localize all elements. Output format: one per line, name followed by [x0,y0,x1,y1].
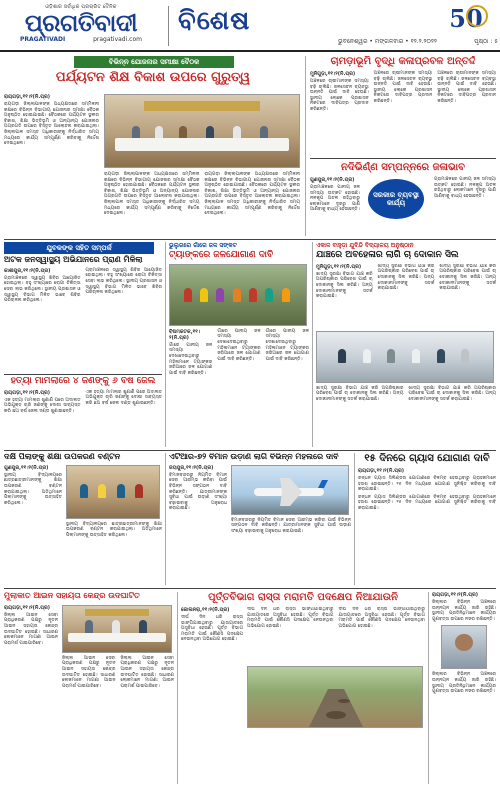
article-body-col-3: ଜିଲ୍ଲା ଆଇନ ସେବା ପ୍ରାଧିକରଣ ପକ୍ଷରୁ ନୂତନ ଆଇନ ସହାୟତା କେନ୍ଦ୍ର ଉଦଘାଟିତ ହୋଇଛି। ସାଧାରଣ ଲୋକମାନେ ମାଗଣା ଆଇନ ପରାମର୍ଶ ପାଇପାରିବେ। [120,655,174,689]
article-body-col-4: ଖାଦ୍ୟ ସୁରକ୍ଷା ବିଭାଗ ଯାଞ୍ଚ କରି ଅପରିଷ୍କାର ପରିବେଶ ପାଇଁ ଚା ଦୋକାନକୁ ସିଲ କରିଛି। ଅନ୍ୟ ଦୋକାନୀମାନଙ୍କୁ ସତର୍କ କରାଯାଇଛି। [316,385,404,403]
article-body-cols [4,390,162,415]
article-byline: ରାୟଗଡ଼ା,୧୧।୨(ନି.ପ୍ର) [4,604,51,611]
article-body-cols [247,607,425,663]
article-body-col-1 [4,94,99,147]
column-divider [165,242,166,447]
story-divider [310,158,496,159]
article-headline: ଦକ୍ଷି ପିଲାଙ୍କୁ ଶିକ୍ଷା ଉପକରଣ ବଣ୍ଟନ [4,453,121,461]
article-body: ଗ୍ରାମାଞ୍ଚଳରେ ସ୍ୱାସ୍ଥ୍ୟ ଶିବିର ଆୟୋଜିତ ହୋଇଥିଲା। ବହୁ ସଂଖ୍ୟାରେ ରୋଗୀ ଚିକିତ୍ସା ସେବା ଲାଭ କରିଥିଲେ। ସ୍ଥାନୀୟ ପ୍ରଶାସନ ଓ ସ୍ୱାସ୍ଥ୍ୟ ବିଭାଗ ମିଳିତ ଭାବେ ଶିବିର ପରିଚାଳନା କରିଥିଲେ। [4,275,81,304]
logo-subline [6,36,156,43]
article-body-col-3: ଅଞ୍ଚଳରେ ଚାଷୀମାନଙ୍କ ସମସ୍ୟା ବଢ଼ି ଚାଲିଛି। ଜଳସେଚନ ବ୍ୟବସ୍ଥା ଉନ୍ନତି ପାଇଁ ଦାବି ହେଉଛି। ସ୍ଥାନୀୟ ଲୋକେ ପ୍ରଶାସନ ନିକଟରେ ଦାବିପତ୍ର ପ୍ରଦାନ କରିଛନ୍ତି। [437,71,496,104]
article-banner: ବିଭିନ୍ନ ଯୋଜନାର ସମୀକ୍ଷା ବୈଠକ [74,56,234,68]
article-byline: କାଶୀପୁର,୧୧।୨(ନି.ପ୍ର) [4,267,51,274]
article-headline: ଏଟିଆର-୭୨ ବିମାନ ଉଡ଼ାଣ ଲାଗି ବିଭିନ୍ନ ମହଲରେ ଦାବି [169,453,339,461]
masthead-divider [168,6,169,46]
article-headline: ଯାଞ୍ଚରେ ଅବହେଳାର ଲାଗି ଚା ଦୋକାନ ସିଲ [316,250,459,260]
group-photo [316,331,494,383]
article-byline: ରାୟଗଡ଼ା,୧୧।୨(ନି.ପ୍ର) [358,468,405,474]
article-body-col-3: ରାୟଗଡ଼ା ଜିଲ୍ଲାପାଳଙ୍କ ଅଧ୍ୟକ୍ଷତାରେ ସମ୍ମିଳନୀ କକ୍ଷରେ ବିଭିନ୍ନ ବିଭାଗୀୟ ଯୋଜନାର ସମୀକ୍ଷା ବୈଠକ ଅନୁଷ୍ଠିତ ହୋଇଯାଇଛି। ବୈଠକରେ ପର୍ଯ୍ୟଟନ ସ୍ଥଳୀର ବିକାଶ, ଶିକ୍ଷା ଭିତ୍ତିଭୂମି ଓ ଅନ୍ୟାନ୍ୟ ଯୋଜନାର ଅଗ୍ରଗତି ଉପରେ ବିସ୍ତୃତ ଆଲୋଚନା କରାଯାଇଥିଲା। ଜିଲ୍ଲାପାଳ ସମସ୍ତ ଅଧିକାରୀଙ୍କୁ ନିର୍ଦ୍ଧାରିତ ସମୟ ମଧ୍ୟରେ କାର୍ଯ୍ୟ ସମ୍ପୂର୍ଣ୍ଣ କରିବାକୁ ନିର୍ଦ୍ଦେଶ ଦେଇଥିଲେ। [204,172,300,217]
article-body-col-2: ଜିଲ୍ଲା ଆଇନ ସେବା ପ୍ରାଧିକରଣ ପକ୍ଷରୁ ନୂତନ ଆଇନ ସହାୟତା କେନ୍ଦ୍ର ଉଦଘାଟିତ ହୋଇଛି। ସାଧାରଣ ଲୋକମାନେ ମାଗଣା ଆଇନ ପରାମର୍ଶ ପାଇପାରିବେ। [62,655,116,689]
page-label: ପୃଷ୍ଠା : ୫ [474,38,498,45]
date-text: ଭୁବନେଶ୍ୱର • ମଙ୍ଗଳବାର • ୧୨.୨.୨୦୨୨ [338,38,437,45]
article-byline: ରାୟଗଡ଼ା,୧୧।୨(ନି.ପ୍ର) [432,592,479,598]
article-body: ଜିଲ୍ଲାର ବିଭିନ୍ନ ଅଞ୍ଚଳରେ ଉନ୍ନୟନ କାର୍ଯ୍ୟ ଜାରି ରହିଛି। ସ୍ଥାନୀୟ ପ୍ରତିନିଧିମାନେ କାର୍ଯ୍ୟର ଗୁଣବତ୍ତା ଉପରେ ନଜର ରଖିଛନ୍ତି। [432,600,496,622]
article-kicker: ଭୁଲୁଗରେ ଗାଁରେ ଜଳ ସଙ୍କଟ [169,242,237,249]
article-headline: ନଦିଭିର୍ଣ୍ଣ ସମ୍ପନ୍ନରେ ଜଳାଭାବ [341,162,465,173]
story-divider [4,374,162,375]
article-body-cols [62,656,174,690]
logo-latin: PRAGATIVADI [20,36,66,43]
article-body: ଗାଁରେ ପାନୀୟ ଜଳ ସମସ୍ୟା ଦେଖାଦେଇଥିବାରୁ ମହିଳାମାନେ ଟ୍ୟାଙ୍କର ଜରିଆରେ ଜଳ ଯୋଗାଣ ପାଇଁ ଦାବି କରିଛନ୍ତି। [169,342,213,376]
article-headline: ମୁଲାକାତ ଆଇନ ସହାୟତା କେନ୍ଦ୍ର ଉଦଘାଟିତ [4,592,140,600]
dateline [338,38,498,46]
article-headline: ପୂର୍ତ୍ତବିଭାଗ ରାସ୍ତା ମରାମତି ପଦକ୍ଷେପ ନିଆଯାଉନି [208,592,398,603]
article-body-col-2: ରାୟଗଡ଼ା ଜିଲ୍ଲାପାଳଙ୍କ ଅଧ୍ୟକ୍ଷତାରେ ସମ୍ମିଳନୀ କକ୍ଷରେ ବିଭିନ୍ନ ବିଭାଗୀୟ ଯୋଜନାର ସମୀକ୍ଷା ବୈଠକ ଅନୁଷ୍ଠିତ ହୋଇଯାଇଛି। ବୈଠକରେ ପର୍ଯ୍ୟଟନ ସ୍ଥଳୀର ବିକାଶ, ଶିକ୍ଷା ଭିତ୍ତିଭୂମି ଓ ଅନ୍ୟାନ୍ୟ ଯୋଜନାର ଅଗ୍ରଗତି ଉପରେ ବିସ୍ତୃତ ଆଲୋଚନା କରାଯାଇଥିଲା। ଜିଲ୍ଲାପାଳ ସମସ୍ତ ଅଧିକାରୀଙ୍କୁ ନିର୍ଦ୍ଧାରିତ ସମୟ ମଧ୍ୟରେ କାର୍ଯ୍ୟ ସମ୍ପୂର୍ଣ୍ଣ କରିବାକୁ ନିର୍ଦ୍ଦେଶ ଦେଇଥିଲେ। [104,172,200,217]
column-divider [354,453,355,585]
article-gas-supply[interactable] [358,453,496,585]
article-flight-demand[interactable] [169,453,351,585]
column-divider [428,592,429,784]
section-title: ବିଶେଷ [178,6,251,36]
article-body-col-2: ଗାଁରେ ପାନୀୟ ଜଳ ସମସ୍ୟା ଦେଖାଦେଇଥିବାରୁ ମହିଳାମାନେ ଟ୍ୟାଙ୍କର ଜରିଆରେ ଜଳ ଯୋଗାଣ ପାଇଁ ଦାବି କରିଛନ୍ତି। [217,328,261,362]
article-tea-stall-sealed[interactable] [316,242,496,447]
article-water-tanker[interactable] [169,242,309,447]
article-body-col-2: ଜିଲ୍ଲାର ବିଭିନ୍ନ ଅଞ୍ଚଳରେ ଉନ୍ନୟନ କାର୍ଯ୍ୟ ଜାରି ରହିଛି। ସ୍ଥାନୀୟ ପ୍ରତିନିଧିମାନେ କାର୍ଯ୍ୟର ଗୁଣବତ୍ତା ଉପରେ ନଜର ରଖିଛନ୍ତି। [432,672,496,695]
article-body: ଖାଦ୍ୟ ସୁରକ୍ଷା ବିଭାଗ ଯାଞ୍ଚ କରି ଅପରିଷ୍କାର ପରିବେଶ ପାଇଁ ଚା ଦୋକାନକୁ ସିଲ କରିଛି। ଅନ୍ୟ ଦୋକାନୀମାନଙ୍କୁ ସତର୍କ କରାଯାଇଛି। [316,271,373,300]
article-body-col-2: ରନ୍ଧନ ଗ୍ୟାସ ସିଲିଣ୍ଡର ଯୋଗାଣରେ ବିଳମ୍ବ ହେଉଥିବାରୁ ଗ୍ରାହକମାନେ ହତାଶ ହୋଇଛନ୍ତି। ୧୫ ଦିନ ମଧ୍ୟରେ ଯୋଗାଣ ସୁନିଶ୍ଚିତ କରିବାକୁ ଦାବି କରାଯାଇଛି। [358,494,496,511]
article-byline: ବିଷମକଟକ,୧୧।୨(ନି.ପ୍ର) [169,328,201,341]
article-body: ଅଞ୍ଚଳରେ ଚାଷୀମାନଙ୍କ ସମସ୍ୟା ବଢ଼ି ଚାଲିଛି। ଜଳସେଚନ ବ୍ୟବସ୍ଥା ଉନ୍ନତି ପାଇଁ ଦାବି ହେଉଛି। ସ୍ଥାନୀୟ ଲୋକେ ପ୍ରଶାସନ ନିକଟରେ ଦାବିପତ୍ର ପ୍ରଦାନ କରିଛନ୍ତି। [310,79,369,112]
article-legal-aid-centre[interactable] [4,592,174,784]
article-headline: ହତ୍ୟା ମାମଲାରେ ୪ ଜଣଙ୍କୁ ୬ ବର୍ଷ ଜେଲ [10,377,156,386]
article-body: ରନ୍ଧନ ଗ୍ୟାସ ସିଲିଣ୍ଡର ଯୋଗାଣରେ ବିଳମ୍ବ ହେଉଥିବାରୁ ଗ୍ରାହକମାନେ ହତାଶ ହୋଇଛନ୍ତି। ୧୫ ଦିନ ମଧ୍ୟରେ ଯୋଗାଣ ସୁନିଶ୍ଚିତ କରିବାକୁ ଦାବି କରାଯାଇଛି। [358,476,496,493]
article-body-col-2: ଏକ ହତ୍ୟା ମାମଲାର ଶୁଣାଣି ପରେ ଅଦାଲତ ଅଭିଯୁକ୍ତ ଚାରି ଜଣଙ୍କୁ ଦୋଷୀ ସାବ୍ୟସ୍ତ କରି ଛଅ ବର୍ଷ ଜେଲ ଦଣ୍ଡ ଶୁଣାଇଛନ୍ତି। [85,389,162,407]
article-murder-case[interactable] [4,377,162,447]
article-byline: ରାୟଗଡ଼ା,୧୧।୨(ନି.ପ୍ର) [4,94,51,100]
article-tourism[interactable] [4,56,302,236]
article-headline: ଟ୍ୟାଙ୍କରେ ଜଳଯୋଗାଣ ଦାବି [169,250,274,260]
inauguration-photo [62,605,172,653]
logo-text: ପ୍ରଗତିବାଦୀ [24,9,138,37]
portrait-photo [441,625,487,669]
meeting-photo [104,94,300,168]
article-body-cols [310,71,496,113]
article-body-cols [4,268,162,304]
article-body: ଏକ ହତ୍ୟା ମାମଲାର ଶୁଣାଣି ପରେ ଅଦାଲତ ଅଭିଯୁକ୍ତ ଚାରି ଜଣଙ୍କୁ ଦୋଷୀ ସାବ୍ୟସ୍ତ କରି ଛଅ ବର୍ଷ ଜେଲ ଦଣ୍ଡ ଶୁଣାଇଛନ୍ତି। [4,397,81,415]
article-body-col-2: ଖାଦ୍ୟ ସୁରକ୍ଷା ବିଭାଗ ଯାଞ୍ଚ କରି ଅପରିଷ୍କାର ପରିବେଶ ପାଇଁ ଚା ଦୋକାନକୁ ସିଲ କରିଛି। ଅନ୍ୟ ଦୋକାନୀମାନଙ୍କୁ ସତର୍କ କରାଯାଇଛି। [377,263,435,292]
article-byline: ମୁନିଗୁଡ଼ା,୧୧।୨(ନି.ପ୍ର) [310,71,356,77]
article-body-cols-lower [316,386,496,403]
article-body-col-2: ଗ୍ରାମାଞ୍ଚଳରେ ପାନୀୟ ଜଳ ସମସ୍ୟା ଉତ୍କଟ ହୋଇଛି। ନଳକୂପ ଅଚଳ ରହିଥିବାରୁ ଲୋକମାନେ ଦୂରରୁ ପାଣି ଆଣିବାକୁ ବାଧ୍ୟ ହେଉଛନ୍ତି। [434,177,496,199]
anniversary-ring-icon [466,5,488,27]
row-divider [4,450,496,451]
article-byline: ରାୟଗଡ଼ା,୧୧।୨(ନି.ପ୍ର) [4,389,51,396]
article-headline: ଚାମଡ଼ାଭୂମି ବୃଦ୍ଧି କଳାପ୍ରବଳ ଅନ୍ତର୍ଦ୍ଦ [330,56,476,67]
row-divider [4,239,496,240]
callout-bubble: ସରକାର ବ୍ୟବସ୍ଥା କାର୍ଯ୍ୟ [368,179,424,219]
article-body-col-5: ଖାଦ୍ୟ ସୁରକ୍ଷା ବିଭାଗ ଯାଞ୍ଚ କରି ଅପରିଷ୍କାର ପରିବେଶ ପାଇଁ ଚା ଦୋକାନକୁ ସିଲ କରିଛି। ଅନ୍ୟ ଦୋକାନୀମାନଙ୍କୁ ସତର୍କ କରାଯାଇଛି। [408,385,496,403]
article-body-col-2: ସ୍ଥାନୀୟ ବିଦ୍ୟାଳୟରେ ଛାତ୍ରଛାତ୍ରୀମାନଙ୍କୁ ଶିକ୍ଷା ଉପକରଣ ବଣ୍ଟନ କରାଯାଇଥିଲା। ଅତିଥିମାନେ ପିଲାମାନଙ୍କୁ ଉତ୍ସାହିତ କରିଥିଲେ। [66,521,162,538]
article-body-col-3: ଦୀର୍ଘ ଦିନ ଧରି ରାସ୍ତା ଭାଙ୍ଗିଯାଇଥିବାରୁ ଯାତାୟାତରେ ଅସୁବିଧା ହେଉଛି। ପୂର୍ତ୍ତ ବିଭାଗ ମରାମତି ପାଇଁ କୌଣସି ପଦକ୍ଷେପ ନେଉନଥିବା ଅଭିଯୋଗ ହୋଇଛି। [338,607,425,629]
article-byline: ଜୟପୁର,୧୧।୨(ନି.ପ୍ର) [169,464,214,471]
article-body: ସ୍ଥାନୀୟ ବିଦ୍ୟାଳୟରେ ଛାତ୍ରଛାତ୍ରୀମାନଙ୍କୁ ଶିକ୍ଷା ଉପକରଣ ବଣ୍ଟନ କରାଯାଇଥିଲା। ଅତିଥିମାନେ ପିଲାମାନଙ୍କୁ ଉତ୍ସାହିତ କରିଥିଲେ। [4,472,62,506]
article-headline: ପର୍ଯ୍ୟଟନ ଶିକ୍ଷ ବିକାଶ ଉପରେ ଗୁରୁତ୍ୱ [55,70,251,85]
column-divider [312,242,313,447]
crowd-photo [169,264,307,326]
article-body-col-3: ଖାଦ୍ୟ ସୁରକ୍ଷା ବିଭାଗ ଯାଞ୍ଚ କରି ଅପରିଷ୍କାର ପରିବେଶ ପାଇଁ ଚା ଦୋକାନକୁ ସିଲ କରିଛି। ଅନ୍ୟ ଦୋକାନୀମାନଙ୍କୁ ସତର୍କ କରାଯାଇଛି। [439,263,496,292]
article-byline: ଗୁଣପୁର,୧୧।୨(ନି.ପ୍ର) [310,177,355,183]
article-body: ରାୟଗଡ଼ା ଜିଲ୍ଲାପାଳଙ୍କ ଅଧ୍ୟକ୍ଷତାରେ ସମ୍ମିଳନୀ କକ୍ଷରେ ବିଭିନ୍ନ ବିଭାଗୀୟ ଯୋଜନାର ସମୀକ୍ଷା ବୈଠକ ଅନୁଷ୍ଠିତ ହୋଇଯାଇଛି। ବୈଠକରେ ପର୍ଯ୍ୟଟନ ସ୍ଥଳୀର ବିକାଶ, ଶିକ୍ଷା ଭିତ୍ତିଭୂମି ଓ ଅନ୍ୟାନ୍ୟ ଯୋଜନାର ଅଗ୍ରଗତି ଉପରେ ବିସ୍ତୃତ ଆଲୋଚନା କରାଯାଇଥିଲା। ଜିଲ୍ଲାପାଳ ସମସ୍ତ ଅଧିକାରୀଙ୍କୁ ନିର୍ଦ୍ଧାରିତ ସମୟ ମଧ୍ୟରେ କାର୍ଯ୍ୟ ସମ୍ପୂର୍ଣ୍ଣ କରିବାକୁ ନିର୍ଦ୍ଦେଶ ଦେଇଥିଲେ। [4,102,99,147]
article-road-repair[interactable] [181,592,425,784]
article-body: ଜିଲ୍ଲା ଆଇନ ସେବା ପ୍ରାଧିକରଣ ପକ୍ଷରୁ ନୂତନ ଆଇନ ସହାୟତା କେନ୍ଦ୍ର ଉଦଘାଟିତ ହୋଇଛି। ସାଧାରଣ ଲୋକମାନେ ମାଗଣା ଆଇନ ପରାମର୍ଶ ପାଇପାରିବେ। [4,612,58,646]
article-byline: କୋଲନରା,୧୧।୨(ନି.ପ୍ର) [181,607,230,613]
article-body-cols [104,172,300,234]
damaged-road-photo [247,666,423,728]
article-byline: ମୁନିଗୁଡ଼ା,୧୧।୨(ନି.ପ୍ର) [316,263,362,270]
students-photo [66,465,160,519]
column-divider [165,453,166,585]
airplane-photo [231,465,349,515]
article-water-shortage[interactable] [310,162,496,236]
article-body-col-2: ବିମାନବନ୍ଦରରୁ ନିୟମିତ ବିମାନ ସେବା ଆରମ୍ଭ କରିବା ପାଇଁ ବିଭିନ୍ନ ସଙ୍ଗଠନ ଦାବି କରିଛନ୍ତି। ଯାତ୍ରୀମାନଙ୍କ ସୁବିଧା ପାଇଁ ଉଡ଼ାଣ ସଂଖ୍ୟା ବଢ଼ାଇବାକୁ ଅନୁରୋଧ କରାଯାଇଛି। [231,517,351,534]
anniversary-number: 50 [449,3,483,33]
article-body-cols [316,264,496,328]
article-body-col-2: ଅଞ୍ଚଳରେ ଚାଷୀମାନଙ୍କ ସମସ୍ୟା ବଢ଼ି ଚାଲିଛି। ଜଳସେଚନ ବ୍ୟବସ୍ଥା ଉନ୍ନତି ପାଇଁ ଦାବି ହେଉଛି। ସ୍ଥାନୀୟ ଲୋକେ ପ୍ରଶାସନ ନିକଟରେ ଦାବିପତ୍ର ପ୍ରଦାନ କରିଛନ୍ତି। [373,71,433,104]
article-body: ଦୀର୍ଘ ଦିନ ଧରି ରାସ୍ତା ଭାଙ୍ଗିଯାଇଥିବାରୁ ଯାତାୟାତରେ ଅସୁବିଧା ହେଉଛି। ପୂର୍ତ୍ତ ବିଭାଗ ମରାମତି ପାଇଁ କୌଣସି ପଦକ୍ଷେପ ନେଉନଥିବା ଅଭିଯୋଗ ହୋଇଛି। [181,615,243,643]
masthead [0,0,500,52]
article-byline: ଗୁଣପୁର,୧୧।୨(ନି.ପ୍ର) [4,464,49,471]
article-health-camp[interactable] [4,242,162,372]
article-body-col-3: ଗାଁରେ ପାନୀୟ ଜଳ ସମସ୍ୟା ଦେଖାଦେଇଥିବାରୁ ମହିଳାମାନେ ଟ୍ୟାଙ୍କର ଜରିଆରେ ଜଳ ଯୋଗାଣ ପାଇଁ ଦାବି କରିଛନ୍ତି। [265,328,309,362]
newspaper-logo[interactable] [6,4,156,48]
article-education-kits[interactable] [4,453,162,585]
article-kicker: ଯୁବକଙ୍କ ସହିତ ସମ୍ପର୍କ [4,242,154,254]
article-body: ବିମାନବନ୍ଦରରୁ ନିୟମିତ ବିମାନ ସେବା ଆରମ୍ଭ କରିବା ପାଇଁ ବିଭିନ୍ନ ସଙ୍ଗଠନ ଦାବି କରିଛନ୍ତି। ଯାତ୍ରୀମାନଙ୍କ ସୁବିଧା ପାଇଁ ଉଡ଼ାଣ ସଂଖ୍ୟା ବଢ଼ାଇବାକୁ ଅନୁରୋଧ କରାଯାଇଛି। [169,472,227,512]
column-divider [305,56,306,236]
anniversary-seal [438,3,494,33]
article-headline: ୧୫ ଦିନରେ ଗ୍ୟାସ ଯୋଗାଣ ଦାବି [364,453,490,464]
website-link[interactable]: pragativadi.com [93,36,142,43]
article-body: ଗ୍ରାମାଞ୍ଚଳରେ ପାନୀୟ ଜଳ ସମସ୍ୟା ଉତ୍କଟ ହୋଇଛି। ନଳକୂପ ଅଚଳ ରହିଥିବାରୁ ଲୋକମାନେ ଦୂରରୁ ପାଣି ଆଣିବାକୁ ବାଧ୍ୟ ହେଉଛନ୍ତି। [310,185,360,213]
article-body-cols [169,329,309,377]
article-body-col-2: ଦୀର୍ଘ ଦିନ ଧରି ରାସ୍ତା ଭାଙ୍ଗିଯାଇଥିବାରୁ ଯାତାୟାତରେ ଅସୁବିଧା ହେଉଛି। ପୂର୍ତ୍ତ ବିଭାଗ ମରାମତି ପାଇଁ କୌଣସି ପଦକ୍ଷେପ ନେଉନଥିବା ଅଭିଯୋଗ ହୋଇଛି। [247,607,334,629]
article-side-brief[interactable] [432,592,496,784]
article-body-col-2: ଗ୍ରାମାଞ୍ଚଳରେ ସ୍ୱାସ୍ଥ୍ୟ ଶିବିର ଆୟୋଜିତ ହୋଇଥିଲା। ବହୁ ସଂଖ୍ୟାରେ ରୋଗୀ ଚିକିତ୍ସା ସେବା ଲାଭ କରିଥିଲେ। ସ୍ଥାନୀୟ ପ୍ରଶାସନ ଓ ସ୍ୱାସ୍ଥ୍ୟ ବିଭାଗ ମିଳିତ ଭାବେ ଶିବିର ପରିଚାଳନା କରିଥିଲେ। [85,267,162,296]
article-kicker: ଏକାଳ ବାହୁଡ଼ା ଯୁବିନ୍ଦି ବିଦ୍ୟାଳୟ ଅନୁଷ୍ଠାନ [316,242,414,249]
article-agriculture[interactable] [310,56,496,156]
logo-tagline: ଓଡ଼ିଶାର ସର୍ବାଧିକ ପ୍ରଚାରିତ ଦୈନିକ [45,4,117,10]
column-divider [177,592,178,784]
row-divider [4,588,496,589]
article-headline: ଅଟକ ଜନସ୍ୱାସ୍ଥ୍ୟ ଅଭିଯାନରେ ପ୍ରାଣ ମିଳିଲା [4,255,143,264]
